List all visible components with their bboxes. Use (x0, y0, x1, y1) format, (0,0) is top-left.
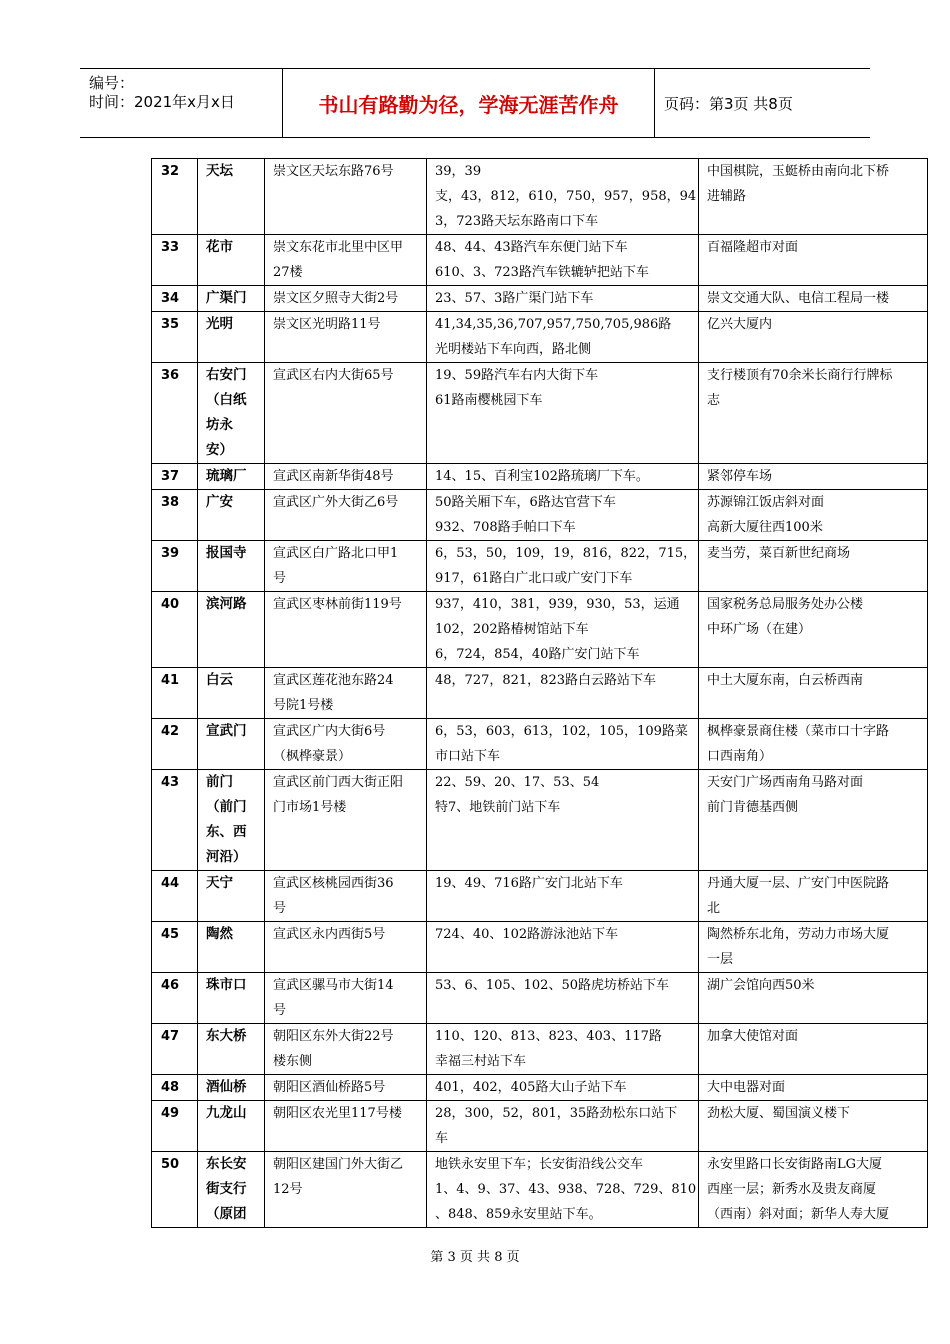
branch-address (265, 871, 427, 922)
branch-landmark (699, 464, 928, 490)
branch-address-line: 朝阳区建国门外大街乙 (273, 1157, 404, 1172)
branch-number: 32 (152, 159, 198, 235)
branch-name (198, 719, 265, 770)
branch-name (198, 464, 265, 490)
branch-name (198, 490, 265, 541)
branch-transit (427, 871, 699, 922)
branch-transit (427, 363, 699, 464)
branch-address-line: 宣武区白广路北口甲1 (273, 546, 399, 561)
branch-landmark-line: 苏源锦江饭店斜对面 (707, 495, 825, 510)
branch-transit-line: 19、49、716路广安门北站下车 (435, 876, 623, 891)
branch-address (265, 464, 427, 490)
branch-name (198, 159, 265, 235)
branch-landmark-line: 前门肯德基西侧 (707, 800, 799, 815)
page-header (80, 68, 870, 138)
branch-landmark-line: 中土大厦东南，白云桥西南 (707, 673, 864, 688)
branch-transit-line: 53、6、105、102、50路虎坊桥站下车 (435, 978, 669, 993)
branch-landmark-line: 劲松大厦、蜀国演义楼下 (707, 1106, 851, 1121)
branch-number: 38 (152, 490, 198, 541)
branch-transit (427, 1075, 699, 1101)
branch-landmark (699, 973, 928, 1024)
branch-name-line: 东长安 (206, 1156, 247, 1172)
branch-landmark (699, 1152, 928, 1228)
branch-address (265, 235, 427, 286)
table-row (152, 159, 928, 235)
table-row (152, 1152, 928, 1228)
branch-landmark-line: 大中电器对面 (707, 1080, 786, 1095)
table-row (152, 1101, 928, 1152)
page-footer: 第 3 页 共 8 页 (430, 1250, 520, 1265)
branch-transit-line: 22、59、20、17、53、54 (435, 775, 600, 790)
branch-landmark (699, 922, 928, 973)
branch-address (265, 592, 427, 668)
branch-landmark-line: 加拿大使馆对面 (707, 1029, 799, 1044)
branch-landmark (699, 592, 928, 668)
branch-landmark-line: 百福隆超市对面 (707, 240, 799, 255)
branch-number: 47 (152, 1024, 198, 1075)
branch-transit (427, 719, 699, 770)
branch-transit (427, 973, 699, 1024)
branch-name (198, 770, 265, 871)
branch-name-line: （原团 (206, 1206, 247, 1222)
branch-name-line: 珠市口 (206, 977, 247, 993)
branch-transit-line: 102，202路椿树馆站下车 (435, 622, 589, 637)
branch-name-line: 广渠门 (206, 290, 247, 306)
branch-name-line: 酒仙桥 (206, 1079, 247, 1095)
table-row (152, 592, 928, 668)
branch-address-line: 宣武区前门西大街正阳 (273, 775, 404, 790)
table-row (152, 719, 928, 770)
branch-name-line: 河沿） (206, 849, 247, 865)
branch-address (265, 312, 427, 363)
branch-transit-line: 6，724，854，40路广安门站下车 (435, 647, 640, 662)
branch-name (198, 668, 265, 719)
branch-landmark (699, 1024, 928, 1075)
branch-transit-line: 、848、859永安里站下车。 (435, 1207, 602, 1222)
branch-address-line: 宣武区永内西街5号 (273, 927, 386, 942)
branch-address-line: 宣武区骡马市大街14 (273, 978, 394, 993)
branch-transit-line: 地铁永安里下车；长安街沿线公交车 (435, 1157, 644, 1172)
branch-table-body (152, 159, 928, 1228)
branch-address-line: 宣武区南新华街48号 (273, 469, 394, 484)
branch-number: 34 (152, 286, 198, 312)
branch-address-line: 宣武区核桃园西街36 (273, 876, 394, 891)
branch-number: 42 (152, 719, 198, 770)
branch-address-line: 宣武区广外大街乙6号 (273, 495, 399, 510)
page-number-label: 页码：第3页 共8页 (664, 95, 793, 113)
header-divider (654, 69, 655, 137)
branch-name-line: （前门 (206, 799, 247, 815)
branch-address (265, 1024, 427, 1075)
branch-name-line: 东、西 (206, 824, 247, 840)
branch-transit-line: 6，53，603，613，102，105，109路菜 (435, 724, 688, 739)
branch-landmark (699, 770, 928, 871)
branch-address (265, 922, 427, 973)
branch-landmark (699, 1075, 928, 1101)
branch-name-line: 街支行 (206, 1181, 247, 1197)
branch-transit (427, 1101, 699, 1152)
branch-address (265, 770, 427, 871)
branch-transit (427, 592, 699, 668)
branch-transit-line: 幸福三村站下车 (435, 1054, 527, 1069)
branch-address (265, 541, 427, 592)
branch-address-line: 崇文东花市北里中区甲 (273, 240, 404, 255)
branch-landmark-line: （西南）斜对面；新华人寿大厦 (707, 1207, 890, 1222)
branch-landmark (699, 490, 928, 541)
branch-landmark-line: 支行楼顶有70余米长商行行牌标 (707, 368, 893, 383)
table-row (152, 1075, 928, 1101)
branch-landmark (699, 235, 928, 286)
branch-transit-line: 610、3、723路汽车铁辘轳把站下车 (435, 265, 649, 280)
branch-number: 36 (152, 363, 198, 464)
branch-number: 48 (152, 1075, 198, 1101)
branch-transit (427, 922, 699, 973)
branch-landmark (699, 312, 928, 363)
date-label: 时间：2021年x月x日 (89, 93, 235, 111)
branch-address-line: 朝阳区东外大街22号 (273, 1029, 394, 1044)
branch-landmark (699, 159, 928, 235)
table-row (152, 668, 928, 719)
branch-address-line: 门市场1号楼 (273, 800, 347, 815)
branch-address-line: 朝阳区酒仙桥路5号 (273, 1080, 386, 1095)
branch-name (198, 1152, 265, 1228)
branch-number: 40 (152, 592, 198, 668)
branch-landmark-line: 天安门广场西南角马路对面 (707, 775, 864, 790)
branch-name (198, 312, 265, 363)
branch-transit (427, 1024, 699, 1075)
branch-name-line: 琉璃厂 (206, 468, 247, 484)
branch-address-line: 崇文区夕照寺大街2号 (273, 291, 399, 306)
branch-landmark (699, 541, 928, 592)
branch-name (198, 1024, 265, 1075)
branch-address (265, 719, 427, 770)
branch-number: 35 (152, 312, 198, 363)
branch-name (198, 922, 265, 973)
branch-transit (427, 541, 699, 592)
branch-transit-line: 28，300，52，801，35路劲松东口站下 (435, 1106, 678, 1121)
branch-transit-line: 48、44、43路汽车东便门站下车 (435, 240, 628, 255)
branch-transit (427, 286, 699, 312)
branch-transit-line: 50路关厢下车，6路达官营下车 (435, 495, 616, 510)
branch-address-line: 朝阳区农光里117号楼 (273, 1106, 402, 1121)
branch-transit-line: 39，39 (435, 164, 482, 179)
table-row (152, 312, 928, 363)
code-label: 编号： (89, 74, 135, 92)
table-row (152, 286, 928, 312)
branch-name-line: 白云 (206, 672, 233, 688)
branch-transit-line: 61路南樱桃园下车 (435, 393, 543, 408)
branch-address-line: 号院1号楼 (273, 698, 334, 713)
branch-transit (427, 770, 699, 871)
branch-transit-line: 724、40、102路游泳池站下车 (435, 927, 619, 942)
branch-landmark-line: 国家税务总局服务处办公楼 (707, 597, 864, 612)
branch-name (198, 592, 265, 668)
branch-landmark (699, 719, 928, 770)
branch-landmark-line: 永安里路口长安街路南LG大厦 (707, 1157, 883, 1172)
branch-address-line: （枫桦豪景） (273, 749, 352, 764)
branch-address-line: 27楼 (273, 265, 303, 280)
branch-landmark-line: 一层 (707, 952, 734, 967)
branch-landmark-line: 北 (707, 901, 721, 916)
branch-name (198, 1101, 265, 1152)
branch-transit-line: 市口站下车 (435, 749, 501, 764)
branch-name (198, 1075, 265, 1101)
branch-transit-line: 车 (435, 1131, 449, 1146)
branch-landmark-line: 崇文交通大队、电信工程局一楼 (707, 291, 890, 306)
branch-landmark-line: 麦当劳，菜百新世纪商场 (707, 546, 851, 561)
branch-landmark-line: 进辅路 (707, 189, 747, 204)
branch-transit (427, 235, 699, 286)
branch-name (198, 286, 265, 312)
branch-landmark-line: 湖广会馆向西50米 (707, 978, 815, 993)
branch-transit-line: 23、57、3路广渠门站下车 (435, 291, 594, 306)
branch-transit-line: 光明楼站下车向西，路北侧 (435, 342, 592, 357)
table-row (152, 464, 928, 490)
branch-address-line: 崇文区光明路11号 (273, 317, 381, 332)
branch-transit-line: 14、15、百利宝102路琉璃厂下车。 (435, 469, 649, 484)
branch-landmark (699, 363, 928, 464)
branch-address-line: 宣武区枣林前街119号 (273, 597, 402, 612)
branch-address (265, 668, 427, 719)
header-motto: 书山有路勤为径，学海无涯苦作舟 (318, 92, 619, 117)
branch-landmark-line: 中国棋院，玉蜓桥由南向北下桥 (707, 164, 890, 179)
branch-name-line: 滨河路 (206, 596, 247, 612)
branch-address-line: 楼东侧 (273, 1054, 313, 1069)
branch-number: 49 (152, 1101, 198, 1152)
branch-name-line: 报国寺 (206, 545, 247, 561)
branch-landmark-line: 高新大厦往西100米 (707, 520, 823, 535)
branch-address-line: 12号 (273, 1182, 303, 1197)
branch-number: 46 (152, 973, 198, 1024)
table-row (152, 770, 928, 871)
branch-name (198, 871, 265, 922)
branch-transit-line: 1、4、9、37、43、938、728、729、810 (435, 1182, 697, 1197)
branch-transit-line: 19、59路汽车右内大街下车 (435, 368, 599, 383)
branch-address-line: 宣武区广内大街6号 (273, 724, 386, 739)
branch-name-line: 九龙山 (206, 1105, 247, 1121)
branch-address (265, 490, 427, 541)
branch-address (265, 1152, 427, 1228)
table-row (152, 541, 928, 592)
branch-name (198, 363, 265, 464)
branch-number: 39 (152, 541, 198, 592)
branch-transit (427, 159, 699, 235)
branch-name-line: 右安门 (206, 367, 247, 383)
branch-name-line: 广安 (206, 494, 233, 510)
branch-transit-line: 41,34,35,36,707,957,750,705,986路 (435, 317, 672, 332)
branch-landmark-line: 西座一层；新秀水及贵友商厦 (707, 1182, 877, 1197)
branch-landmark-line: 志 (707, 393, 721, 408)
branch-name-line: 东大桥 (206, 1028, 247, 1044)
branch-name-line: 陶然 (206, 926, 233, 942)
branch-name (198, 235, 265, 286)
table-row (152, 1024, 928, 1075)
branch-address (265, 973, 427, 1024)
branch-transit-line: 932、708路手帕口下车 (435, 520, 576, 535)
branch-landmark-line: 紧邻停车场 (707, 469, 773, 484)
branch-transit (427, 1152, 699, 1228)
branch-landmark-line: 亿兴大厦内 (707, 317, 773, 332)
branch-address-line: 号 (273, 571, 287, 586)
table-row (152, 871, 928, 922)
branch-transit-line: 110、120、813、823、403、117路 (435, 1029, 662, 1044)
branch-address (265, 286, 427, 312)
branch-name-line: 光明 (206, 316, 233, 332)
branch-number: 43 (152, 770, 198, 871)
branch-number: 41 (152, 668, 198, 719)
branch-transit-line: 支，43，812，610，750，957，958，94 (435, 189, 697, 204)
table-row (152, 922, 928, 973)
branch-transit-line: 937，410，381，939，930，53，运通 (435, 597, 680, 612)
branch-name-line: 天坛 (206, 163, 233, 179)
branch-transit (427, 490, 699, 541)
branch-landmark (699, 286, 928, 312)
branch-transit-line: 48，727，821，823路白云路站下车 (435, 673, 656, 688)
branch-transit (427, 464, 699, 490)
branch-number: 44 (152, 871, 198, 922)
branch-name (198, 973, 265, 1024)
branch-landmark-line: 枫桦豪景商住楼（菜市口十字路 (707, 724, 890, 739)
branch-transit-line: 6，53，50，109，19，816，822，715， (435, 546, 697, 561)
branch-number: 45 (152, 922, 198, 973)
branch-landmark (699, 668, 928, 719)
branch-transit (427, 312, 699, 363)
branch-landmark (699, 1101, 928, 1152)
branch-number: 37 (152, 464, 198, 490)
branch-number: 50 (152, 1152, 198, 1228)
branch-number: 33 (152, 235, 198, 286)
branch-address-line: 崇文区天坛东路76号 (273, 164, 394, 179)
branch-name-line: 前门 (206, 774, 233, 790)
branch-address-line: 宣武区莲花池东路24 (273, 673, 394, 688)
branch-address-line: 号 (273, 1003, 287, 1018)
table-row (152, 363, 928, 464)
table-row (152, 490, 928, 541)
branch-address-line: 宣武区右内大街65号 (273, 368, 394, 383)
branch-transit-line: 特7、地铁前门站下车 (435, 800, 561, 815)
branch-name-line: 花市 (206, 239, 233, 255)
branch-address-line: 号 (273, 901, 287, 916)
branch-table (151, 158, 928, 1228)
branch-landmark-line: 陶然桥东北角，劳动力市场大厦 (707, 927, 890, 942)
branch-name-line: （白纸 (206, 392, 247, 408)
branch-address (265, 1075, 427, 1101)
branch-name-line: 坊永 (206, 417, 233, 433)
branch-transit-line: 917，61路白广北口或广安门下车 (435, 571, 633, 586)
branch-transit-line: 3，723路天坛东路南口下车 (435, 214, 599, 229)
branch-address (265, 1101, 427, 1152)
branch-landmark-line: 口西南角） (707, 749, 773, 764)
branch-name (198, 541, 265, 592)
branch-name-line: 安） (206, 442, 233, 458)
branch-landmark (699, 871, 928, 922)
branch-address (265, 363, 427, 464)
table-row (152, 973, 928, 1024)
header-meta (80, 69, 282, 137)
branch-address (265, 159, 427, 235)
table-row (152, 235, 928, 286)
branch-transit (427, 668, 699, 719)
branch-landmark-line: 丹通大厦一层、广安门中医院路 (707, 876, 890, 891)
branch-name-line: 宣武门 (206, 723, 247, 739)
branch-name-line: 天宁 (206, 875, 233, 891)
branch-landmark-line: 中环广场（在建） (707, 622, 812, 637)
branch-transit-line: 401，402，405路大山子站下车 (435, 1080, 627, 1095)
